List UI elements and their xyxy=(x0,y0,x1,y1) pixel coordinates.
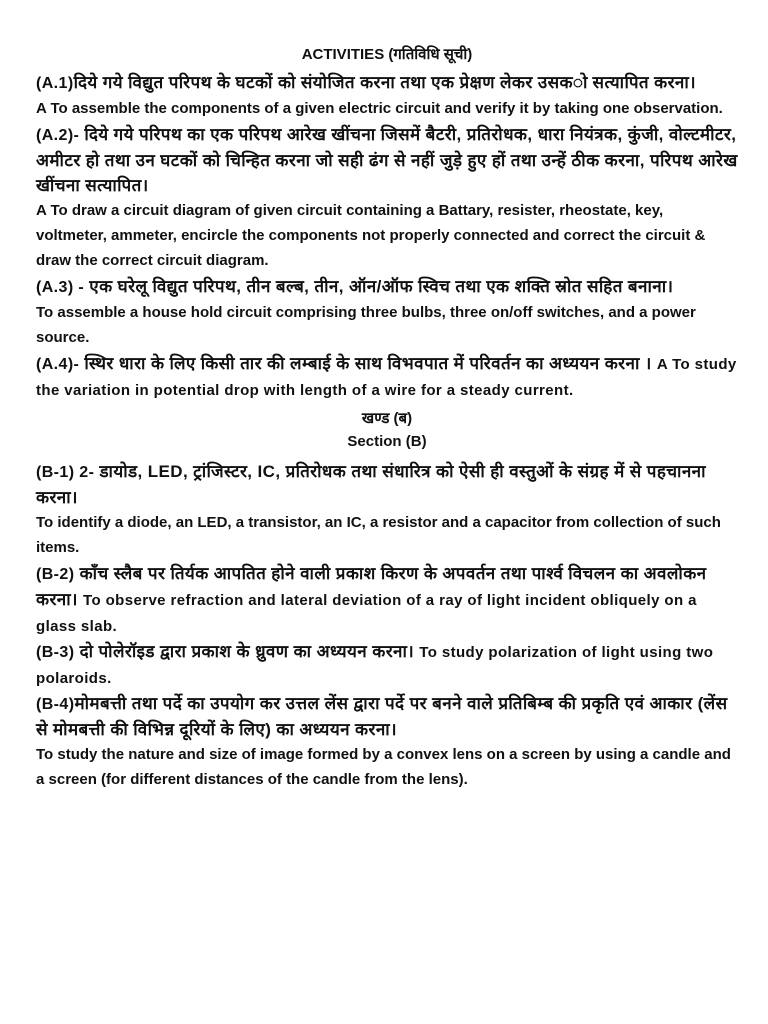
activity-hindi-text xyxy=(36,351,738,403)
activity-code: (A.2)- xyxy=(36,127,80,144)
activity-english: A To assemble the components of a given electric circuit and verify it by taking one observation. xyxy=(36,100,723,117)
activity-b2 xyxy=(36,561,738,639)
activity-hindi: काँच स्लैब पर तिर्यक आपतित होने वाली प्रकाश किरण के अपवर्तन तथा पार्श्व विचलन का अवलोकन करना। xyxy=(36,564,707,609)
activity-hindi: डायोड, LED, ट्रांजिस्टर, IC, प्रतिरोधक तथा संधारित्र को ऐसी ही वस्तुओं के संग्रह में से पहचानना करना। xyxy=(36,462,706,507)
activity-hindi-text xyxy=(36,274,738,300)
activity-code: (A.1) xyxy=(36,75,74,92)
activity-a1 xyxy=(36,70,738,121)
activity-hindi: दिये गये विद्युत परिपथ के घटकों को संयोजित करना तथा एक प्रेक्षण लेकर उसक​ो सत्यापित करना। xyxy=(73,73,697,92)
activity-b4 xyxy=(36,691,738,792)
activity-code: (B-3) xyxy=(36,644,75,661)
activity-hindi-text xyxy=(36,691,738,742)
activity-hindi-text xyxy=(36,459,738,510)
activity-code: (A.4)- xyxy=(36,356,80,373)
activity-hindi-text xyxy=(36,70,738,96)
activity-b3 xyxy=(36,639,738,691)
activity-english: To assemble a house hold circuit comprising three bulbs, three on/off switches, and a power source. xyxy=(36,304,696,346)
activity-english: To identify a diode, an LED, a transistor, an IC, a resistor and a capacitor from collection of such items. xyxy=(36,514,721,556)
section-heading-english: Section (B) xyxy=(347,433,427,450)
activity-code: (B-1) 2- xyxy=(36,464,95,481)
activity-hindi: मोमबत्ती तथा पर्दे का उपयोग कर उत्तल लेंस द्वारा पर्दे पर बनने वाले प्रतिबिम्ब की प्रकृति एवं आकार (लेंस से मोमबत्ती की विभिन्न दूरियों के लिए) का अध्ययन करना। xyxy=(36,694,728,739)
activity-english: A To draw a circuit diagram of given circuit containing a Battary, resister, rheostate, key, voltmeter, ammeter, encircle the components not properly connected and correct the circuit & draw the correct circuit diagram. xyxy=(36,202,706,269)
activity-english: To study polarization of light using two polaroids. xyxy=(36,644,714,687)
activity-b1 xyxy=(36,459,738,560)
activity-a2 xyxy=(36,122,738,273)
activity-hindi-text xyxy=(36,122,738,198)
activity-hindi: स्थिर धारा के लिए किसी तार की लम्बाई के साथ विभवपात में परिवर्तन का अध्ययन करना । xyxy=(84,354,652,373)
activity-a3 xyxy=(36,274,738,350)
activity-a4 xyxy=(36,351,738,403)
activity-code: (B-2) xyxy=(36,566,75,583)
section-heading-hindi: खण्ड (ब) xyxy=(361,410,413,427)
activity-english: To observe refraction and lateral deviation of a ray of light incident obliquely on a glass slab. xyxy=(36,592,697,635)
activity-hindi-text xyxy=(36,561,738,639)
activity-english: To study the nature and size of image formed by a convex lens on a screen by using a candle and a screen (for different distances of the candle from the lens). xyxy=(36,746,731,788)
page-title: ACTIVITIES (गतिविधि सूची) xyxy=(301,46,473,63)
activity-hindi: दिये गये परिपथ का एक परिपथ आरेख खींचना जिसमें बैटरी, प्रतिरोधक, धारा नियंत्रक, कुंजी, वोल्टमीटर, अमीटर हो तथा उन घटकों को चिन्हित करना जो सही ढंग से नहीं जुड़े हुए हों तथा उन्हें ठीक करना, परिपथ आरेख खींचना सत्यापित। xyxy=(36,125,738,195)
activity-code: (A.3) - xyxy=(36,279,85,296)
activity-code: (B-4) xyxy=(36,696,75,713)
activity-hindi: दो पोलेरॉइड द्वारा प्रकाश के ध्रुवण का अध्ययन करना। xyxy=(79,642,415,661)
activity-hindi-text xyxy=(36,639,738,691)
activity-hindi: एक घरेलू विद्युत परिपथ, तीन बल्ब, तीन, ऑन/ऑफ स्विच तथा एक शक्ति स्रोत सहित बनाना। xyxy=(89,277,674,296)
activity-english: A To study the variation in potential drop with length of a wire for a steady current. xyxy=(36,356,737,399)
